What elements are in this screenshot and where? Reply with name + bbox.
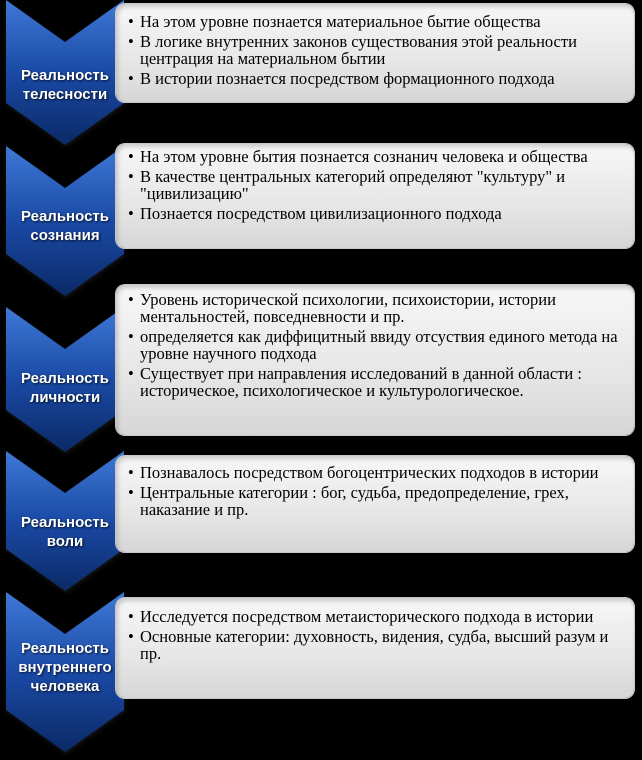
bullet-item: • В качестве центральных категорий определяют "культуру" и "цивилизацию" — [128, 168, 626, 202]
bullet-box — [116, 285, 634, 435]
bullet-item: • В истории познается посредством формационного подхода — [128, 70, 626, 87]
bullet-box — [116, 456, 634, 552]
bullet-item: • Познавалось посредством богоцентрических подходов в истории — [128, 464, 626, 481]
bullet-item: • Центральные категории : бог, судьба, предопределение, грех, наказание и пр. — [128, 484, 626, 518]
row-soznaniya — [0, 146, 642, 296]
row-label: Реальность внутреннего человека — [18, 640, 112, 695]
row-label: Реальность личности — [20, 370, 109, 406]
row-vnutrennego-cheloveka — [0, 592, 642, 752]
bullet-item: • На этом уровне бытия познается сознанич человека и общества — [128, 148, 626, 165]
bullet-item: • На этом уровне познается материальное бытие общества — [128, 13, 626, 30]
bullet-item: • Исследуется посредством метаисторического подхода в истории — [128, 608, 626, 625]
bullet-item: • определяется как диффицитный ввиду отсуствия единого метода на уровне научного подхода — [128, 328, 626, 362]
bullet-item: • Уровень исторической психологии, психоистории, истории ментальностей, повседневности и пр. — [128, 291, 626, 325]
row-label: Реальность сознания — [20, 208, 109, 244]
bullet-item: • В логике внутренних законов существования этой реальности центрация на материальном бытии — [128, 33, 626, 67]
bullet-box — [116, 4, 634, 102]
bullet-item: • Познается посредством цивилизационного подхода — [128, 205, 626, 222]
bullet-box — [116, 598, 634, 698]
row-label: Реальность телесности — [20, 67, 109, 103]
row-label: Реальность воли — [20, 514, 109, 550]
row-voli — [0, 451, 642, 591]
row-telesnosti — [0, 0, 642, 145]
row-lichnosti — [0, 290, 642, 452]
bullet-item: • Основные категории: духовность, видения, судба, высший разум и пр. — [128, 628, 626, 662]
bullet-box — [116, 144, 634, 248]
bullet-item: • Существует при направления исследований в данной области : историческое, психологическое и культурологическое. — [128, 365, 626, 399]
